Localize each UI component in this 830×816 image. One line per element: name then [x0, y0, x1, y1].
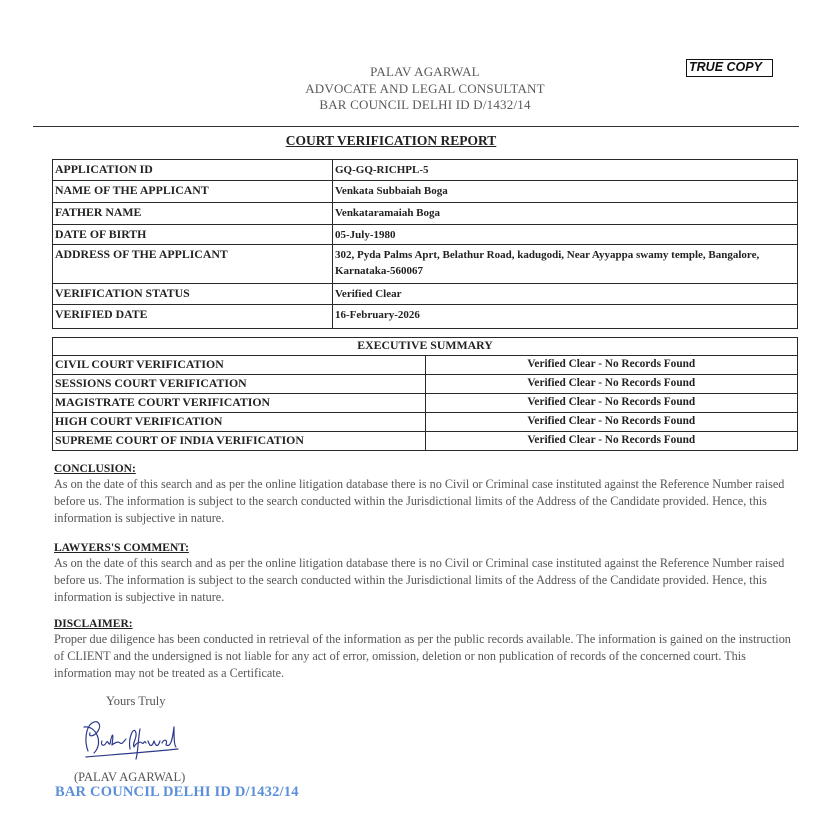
table-row [53, 338, 798, 356]
row-value: Verified Clear [333, 284, 798, 305]
row-value: Verified Clear - No Records Found [425, 432, 798, 451]
row-label: FATHER NAME [53, 203, 333, 225]
conclusion-heading: CONCLUSION: [54, 463, 136, 475]
applicant-details-table [52, 159, 798, 329]
advocate-name: PALAV AGARWAL [370, 64, 480, 79]
table-row [53, 203, 798, 225]
executive-summary-table [52, 337, 798, 451]
disclaimer-section [54, 617, 794, 682]
row-value: 05-July-1980 [333, 225, 798, 245]
row-value: Venkata Subbaiah Boga [333, 181, 798, 203]
row-value: Verified Clear - No Records Found [425, 394, 798, 413]
table-row [53, 375, 798, 394]
row-label: APPLICATION ID [53, 160, 333, 181]
summary-heading: EXECUTIVE SUMMARY [53, 338, 798, 356]
table-row [53, 245, 798, 284]
handwritten-signature [78, 713, 188, 763]
row-label: MAGISTRATE COURT VERIFICATION [53, 394, 426, 413]
table-row [53, 413, 798, 432]
lawyers-comment-heading: LAWYERS'S COMMENT: [54, 542, 189, 554]
conclusion-section [54, 462, 794, 527]
true-copy-stamp: TRUE COPY [686, 59, 773, 77]
row-label: VERIFICATION STATUS [53, 284, 333, 305]
row-label: DATE OF BIRTH [53, 225, 333, 245]
report-title: COURT VERIFICATION REPORT [285, 133, 497, 148]
advocate-bar-id: BAR COUNCIL DELHI ID D/1432/14 [319, 97, 531, 112]
row-value: 16-February-2026 [333, 305, 798, 329]
table-row [53, 305, 798, 329]
header-divider [33, 126, 799, 127]
signatory-name: (PALAV AGARWAL) [74, 770, 186, 784]
row-value: GQ-GQ-RICHPL-5 [333, 160, 798, 181]
table-row [53, 394, 798, 413]
advocate-role: ADVOCATE AND LEGAL CONSULTANT [305, 80, 545, 96]
table-row [53, 284, 798, 305]
footer-bar-council-id: BAR COUNCIL DELHI ID D/1432/14 [55, 784, 299, 800]
row-value: Verified Clear - No Records Found [425, 356, 798, 375]
row-label: SESSIONS COURT VERIFICATION [53, 375, 426, 394]
row-value: Verified Clear - No Records Found [425, 375, 798, 394]
row-value: Verified Clear - No Records Found [425, 413, 798, 432]
row-label: NAME OF THE APPLICANT [53, 181, 333, 203]
row-label: ADDRESS OF THE APPLICANT [53, 245, 333, 284]
table-row [53, 160, 798, 181]
row-label: VERIFIED DATE [53, 305, 333, 329]
row-label: HIGH COURT VERIFICATION [53, 413, 426, 432]
conclusion-text: As on the date of this search and as per the online litigation database there is no Civil or Criminal case instituted against the Reference Number raised before us. The information is subject to the search conducted within the Jurisdictional limits of the Address of the Candidate provided. Hence, this information is subjective in nature. [54, 477, 785, 525]
table-row [53, 356, 798, 375]
row-label: CIVIL COURT VERIFICATION [53, 356, 426, 375]
row-label: SUPREME COURT OF INDIA VERIFICATION [53, 432, 426, 451]
disclaimer-text: Proper due diligence has been conducted in retrieval of the information as per the public records available. The information is gained on the instruction of CLIENT and the undersigned is not liable for any act of error, omission, deletion or non publication of records of the concerned court. This information may not be treated as a Certificate. [54, 632, 791, 680]
salutation: Yours Truly [106, 694, 166, 708]
table-row [53, 225, 798, 245]
lawyers-comment-text: As on the date of this search and as per the online litigation database there is no Civil or Criminal case instituted against the Reference Number raised before us. The information is subject to the search conducted within the Jurisdictional limits of the Address of the Candidate provided. Hence, this information is subjective in nature. [54, 556, 785, 604]
disclaimer-heading: DISCLAIMER: [54, 618, 133, 630]
table-row [53, 432, 798, 451]
table-row [53, 181, 798, 203]
row-value: Venkataramaiah Boga [333, 203, 798, 225]
row-value: 302, Pyda Palms Aprt, Belathur Road, kadugodi, Near Ayyappa swamy temple, Bangalore, Karnataka-560067 [333, 245, 798, 284]
lawyers-comment-section [54, 541, 794, 606]
